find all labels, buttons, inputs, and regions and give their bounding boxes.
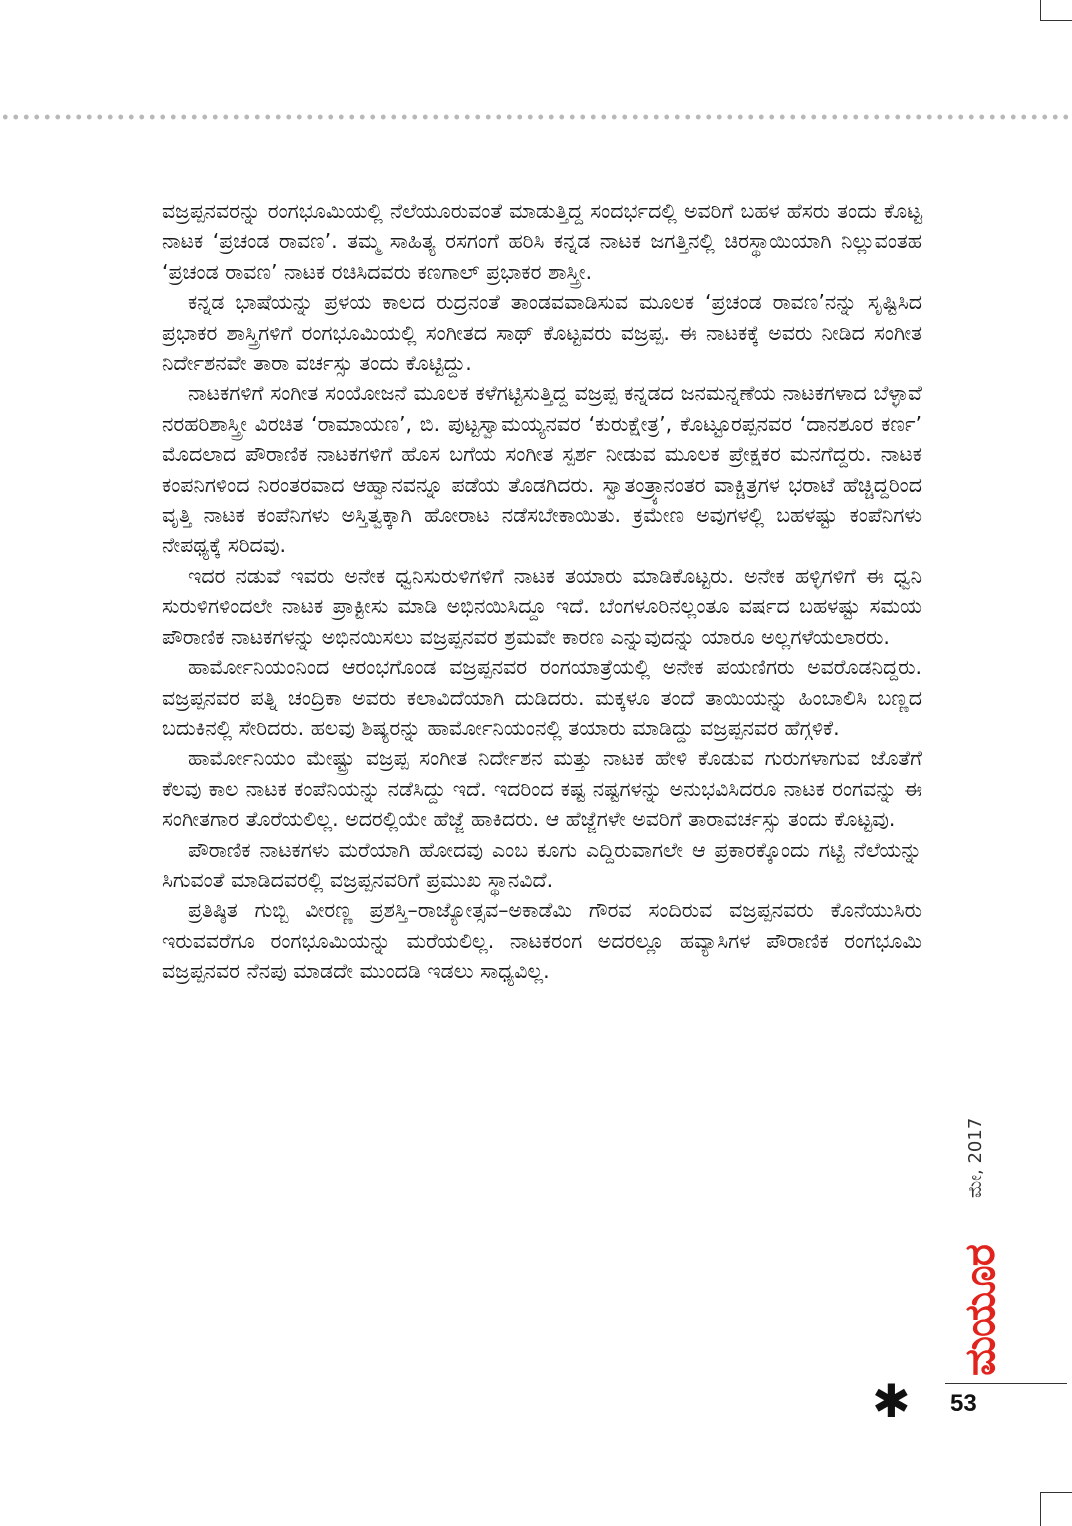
paragraph: ಕನ್ನಡ ಭಾಷೆಯನ್ನು ಪ್ರಳಯ ಕಾಲದ ರುದ್ರನಂತೆ ತಾಂಡವವಾಡಿಸುವ ಮೂಲಕ ‘ಪ್ರಚಂಡ ರಾವಣ’ನನ್ನು ಸೃಷ್ಟಿಸಿದ ಪ್ರಭಾಕರ ಶಾಸ್ತ್ರಿಗಳಿಗೆ ರಂಗಭೂಮಿಯಲ್ಲಿ ಸಂಗೀತದ ಸಾಥ್ ಕೊಟ್ಟವರು ವಜ್ರಪ್ಪ. ಈ ನಾಟಕಕ್ಕೆ ಅವರು ನೀಡಿದ ಸಂಗೀತ ನಿರ್ದೇಶನವೇ ತಾರಾ ವರ್ಚಸ್ಸು ತಂದು ಕೊಟ್ಟಿದ್ದು. [162,290,922,376]
paragraph: ವಜ್ರಪ್ಪನವರನ್ನು ರಂಗಭೂಮಿಯಲ್ಲಿ ನೆಲೆಯೂರುವಂತೆ ಮಾಡುತ್ತಿದ್ದ ಸಂದರ್ಭದಲ್ಲಿ ಅವರಿಗೆ ಬಹಳ ಹೆಸರು ತಂದು ಕೊಟ್ಟ ನಾಟಕ ‘ಪ್ರಚಂಡ ರಾವಣ’. ತಮ್ಮ ಸಾಹಿತ್ಯ ರಸಗಂಗೆ ಹರಿಸಿ ಕನ್ನಡ ನಾಟಕ ಜಗತ್ತಿನಲ್ಲಿ ಚಿರಸ್ಥಾಯಿಯಾಗಿ ನಿಲ್ಲುವಂತಹ ‘ಪ್ರಚಂಡ ರಾವಣ’ ನಾಟಕ ರಚಿಸಿದವರು ಕಣಗಾಲ್ ಪ್ರಭಾಕರ ಶಾಸ್ತ್ರೀ. [162,199,922,284]
footer-rule [945,1383,1067,1384]
crop-mark-top [1040,0,1072,21]
article-body [162,196,922,987]
dotted-header-rule [0,113,1072,121]
page-number: 53 [950,1390,977,1417]
paragraph: ನಾಟಕಗಳಿಗೆ ಸಂಗೀತ ಸಂಯೋಜನೆ ಮೂಲಕ ಕಳೆಗಟ್ಟಿಸುತ್ತಿದ್ದ ವಜ್ರಪ್ಪ ಕನ್ನಡದ ಜನಮನ್ನಣೆಯ ನಾಟಕಗಳಾದ ಬೆಳ್ಳಾವೆ ನರಹರಿಶಾಸ್ತ್ರೀ ವಿರಚಿತ ‘ರಾಮಾಯಣ’, ಬಿ. ಪುಟ್ಟಸ್ವಾಮಯ್ಯನವರ ‘ಕುರುಕ್ಷೇತ್ರ’, ಕೊಟ್ಟೂರಪ್ಪನವರ ‘ದಾನಶೂರ ಕರ್ಣ’ ಮೊದಲಾದ ಪೌರಾಣಿಕ ನಾಟಕಗಳಿಗೆ ಹೊಸ ಬಗೆಯ ಸಂಗೀತ ಸ್ಪರ್ಶ ನೀಡುವ ಮೂಲಕ ಪ್ರೇಕ್ಷಕರ ಮನಗೆದ್ದರು. ನಾಟಕ ಕಂಪನಿಗಳಿಂದ ನಿರಂತರವಾದ ಆಹ್ವಾನವನ್ನೂ ಪಡೆಯ ತೊಡಗಿದರು. ಸ್ವಾತಂತ್ರ್ಯಾನಂತರ ವಾಕ್ಚಿತ್ರಗಳ ಭರಾಟೆ ಹೆಚ್ಚಿದ್ದರಿಂದ ವೃತ್ತಿ ನಾಟಕ ಕಂಪೆನಿಗಳು ಅಸ್ತಿತ್ವಕ್ಕಾಗಿ ಹೋರಾಟ ನಡೆಸಬೇಕಾಯಿತು. ಕ್ರಮೇಣ ಅವುಗಳಲ್ಲಿ ಬಹಳಷ್ಟು ಕಂಪೆನಿಗಳು ನೇಪಥ್ಯಕ್ಕೆ ಸರಿದವು. [162,381,922,558]
paragraph: ಇದರ ನಡುವೆ ಇವರು ಅನೇಕ ಧ್ವನಿಸುರುಳಿಗಳಿಗೆ ನಾಟಕ ತಯಾರು ಮಾಡಿಕೊಟ್ಟರು. ಅನೇಕ ಹಳ್ಳಿಗಳಿಗೆ ಈ ಧ್ವನಿ ಸುರುಳಿಗಳಿಂದಲೇ ನಾಟಕ ಪ್ರಾಕ್ಟೀಸು ಮಾಡಿ ಅಭಿನಯಿಸಿದ್ದೂ ಇದೆ. ಬೆಂಗಳೂರಿನಲ್ಲಂತೂ ವರ್ಷದ ಬಹಳಷ್ಟು ಸಮಯ ಪೌರಾಣಿಕ ನಾಟಕಗಳನ್ನು ಅಭಿನಯಿಸಲು ವಜ್ರಪ್ಪನವರ ಶ್ರಮವೇ ಕಾರಣ ಎನ್ನುವುದನ್ನು ಯಾರೂ ಅಲ್ಲಗಳೆಯಲಾರರು. [162,563,922,649]
paragraph: ಹಾರ್ಮೋನಿಯಂ ಮೇಷ್ಟ್ರು ವಜ್ರಪ್ಪ ಸಂಗೀತ ನಿರ್ದೇಶನ ಮತ್ತು ನಾಟಕ ಹೇಳಿ ಕೊಡುವ ಗುರುಗಳಾಗುವ ಜೊತೆಗೆ ಕೆಲವು ಕಾಲ ನಾಟಕ ಕಂಪೆನಿಯನ್ನು ನಡೆಸಿದ್ದು ಇದೆ. ಇದರಿಂದ ಕಷ್ಟ ನಷ್ಟಗಳನ್ನು ಅನುಭವಿಸಿದರೂ ನಾಟಕ ರಂಗವನ್ನು ಈ ಸಂಗೀತಗಾರ ತೊರೆಯಲಿಲ್ಲ. ಅದರಲ್ಲಿಯೇ ಹೆಜ್ಜೆ ಹಾಕಿದರು. ಆ ಹೆಜ್ಜೆಗಳೇ ಅವರಿಗೆ ತಾರಾವರ್ಚಸ್ಸು ತಂದು ಕೊಟ್ಟವು. [162,746,922,832]
star-icon: ✱ [872,1374,911,1428]
paragraph: ಪೌರಾಣಿಕ ನಾಟಕಗಳು ಮರೆಯಾಗಿ ಹೋದವು ಎಂಬ ಕೂಗು ಎದ್ದಿರುವಾಗಲೇ ಆ ಪ್ರಕಾರಕ್ಕೊಂದು ಗಟ್ಟಿ ನೆಲೆಯನ್ನು ಸಿಗುವಂತೆ ಮಾಡಿದವರಲ್ಲಿ ವಜ್ರಪ್ಪನವರಿಗೆ ಪ್ರಮುಖ ಸ್ಥಾನವಿದೆ. [162,837,922,892]
crop-mark-bottom [1040,1492,1072,1526]
magazine-brand: ಮಯೂರ [955,1245,1004,1376]
paragraph: ಹಾರ್ಮೋನಿಯಂನಿಂದ ಆರಂಭಗೊಂಡ ವಜ್ರಪ್ಪನವರ ರಂಗಯಾತ್ರೆಯಲ್ಲಿ ಅನೇಕ ಪಯಣಿಗರು ಅವರೊಡನಿದ್ದರು. ವಜ್ರಪ್ಪನವರ ಪತ್ನಿ ಚಂದ್ರಿಕಾ ಅವರು ಕಲಾವಿದೆಯಾಗಿ ದುಡಿದರು. ಮಕ್ಕಳೂ ತಂದೆ ತಾಯಿಯನ್ನು ಹಿಂಬಾಲಿಸಿ ಬಣ್ಣದ ಬದುಕಿನಲ್ಲಿ ಸೇರಿದರು. ಹಲವು ಶಿಷ್ಯರನ್ನು ಹಾರ್ಮೋನಿಯಂನಲ್ಲಿ ತಯಾರು ಮಾಡಿದ್ದು ವಜ್ರಪ್ಪನವರ ಹೆಗ್ಗಳಿಕೆ. [162,655,922,740]
magazine-sidebar [945,1090,1025,1380]
issue-date: ಮೇ, 2017 [965,1117,986,1198]
paragraph: ಪ್ರತಿಷ್ಠಿತ ಗುಬ್ಬಿ ವೀರಣ್ಣ ಪ್ರಶಸ್ತಿ–ರಾಜ್ಯೋತ್ಸವ–ಅಕಾಡೆಮಿ ಗೌರವ ಸಂದಿರುವ ವಜ್ರಪ್ಪನವರು ಕೊನೆಯುಸಿರು ಇರುವವರೆಗೂ ರಂಗಭೂಮಿಯನ್ನು ಮರೆಯಲಿಲ್ಲ. ನಾಟಕರಂಗ ಅದರಲ್ಲೂ ಹವ್ಯಾಸಿಗಳ ಪೌರಾಣಿಕ ರಂಗಭೂಮಿ ವಜ್ರಪ್ಪನವರ ನೆನಪು ಮಾಡದೇ ಮುಂದಡಿ ಇಡಲು ಸಾಧ್ಯವಿಲ್ಲ. [162,898,922,984]
